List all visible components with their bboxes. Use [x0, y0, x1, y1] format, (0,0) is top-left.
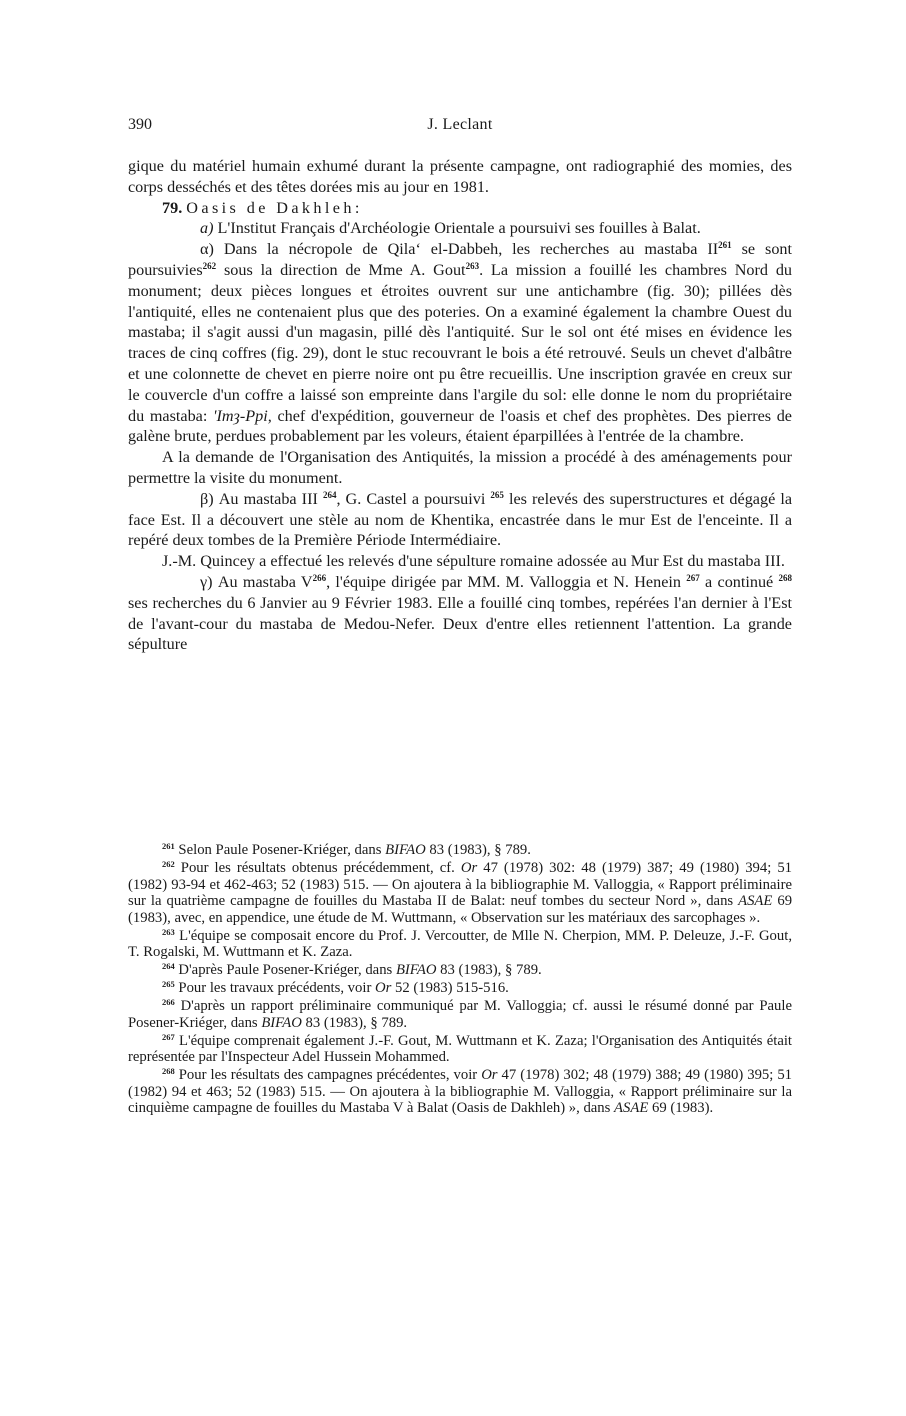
paragraph-a: [128, 218, 792, 239]
section-heading: [128, 198, 792, 219]
paragraph-gamma-text-4: ses recherches du 6 Janvier au 9 Février 1983. Elle a fouillé cinq tombes, repérées l'an dernier à l'Est de l'avant-cour du mastaba de Medou-Nefer. Deux d'entre elles retiennent l'attention. La grande sépulture: [128, 593, 792, 654]
footnote-text: L'équipe comprenait également J.-F. Gout, M. Wuttmann et K. Zaza; l'Organisation des Antiquités était représentée par l'Inspecteur Adel Hussein Mohammed.: [128, 1032, 793, 1065]
footnote-262: [128, 860, 792, 926]
footnotes: [128, 842, 792, 1118]
owner-name: 'Imȝ-Ppi,: [213, 406, 272, 425]
footnote-text: Selon Paule Posener-Kriéger, dans: [178, 842, 382, 858]
footnote-text: 69 (1983).: [651, 1100, 714, 1116]
footnote-number: 262: [162, 859, 175, 869]
footnote-number: 264: [162, 961, 175, 971]
footnote-number: 268: [162, 1066, 175, 1076]
footnote-ref-267[interactable]: 267: [686, 572, 700, 583]
paragraph-quincey: J.-M. Quincey a effectué les relevés d'une sépulture romaine adossée au Mur Est du mastaba III.: [162, 552, 785, 571]
page-number: 390: [128, 116, 152, 133]
paragraph-gamma-text-3: a continué: [705, 572, 774, 591]
journal-title: Or: [375, 980, 392, 996]
footnote-number: 266: [162, 997, 175, 1007]
footnote-266: [128, 998, 792, 1031]
paragraph-beta-text-1: Au mastaba III: [218, 489, 318, 508]
footnote-number: 261: [162, 841, 175, 851]
journal-title: BIFAO: [395, 962, 437, 978]
footnote-ref-264[interactable]: 264: [322, 489, 337, 500]
footnote-ref-266[interactable]: 266: [312, 572, 327, 583]
footnote-text: Pour les résultats obtenus précédemment, cf.: [180, 860, 455, 876]
paragraph-beta-marker: β): [200, 489, 214, 508]
footnote-ref-261[interactable]: 261: [718, 240, 732, 251]
paragraph-alpha-marker: α): [200, 240, 214, 259]
paragraph-alpha-text-1: Dans la nécropole de Qila‘ el-Dabbeh, les recherches au mastaba II: [223, 240, 719, 259]
paragraph-a-marker: a): [200, 219, 214, 238]
footnote-ref-262[interactable]: 262: [202, 260, 217, 271]
footnote-text: 47 (1978) 302; 48 (1979) 388; 49 (1980) 395; 51 (1982) 94 et 463; 52 (1983) 515. — On ajoutera à la bibliographie M. Valloggia, « Rapport préliminaire sur la cinquième campagne de fouilles du Mastaba V à Balat (Oasis de Dakhleh) », dans: [128, 1067, 793, 1116]
footnote-text: 47 (1978) 302: 48 (1979) 387; 49 (1980) 394; 51 (1982) 93-94 et 462-463; 52 (1983) 515. — On ajoutera à la bibliographie M. Valloggia, « Rapport préliminaire sur la quatrième campagne de fouilles du Mastaba II de Balat: neuf tombes du secteur Nord », dans: [128, 860, 793, 909]
footnote-number: 267: [162, 1031, 175, 1042]
footnote-text: 83 (1983), § 789.: [440, 962, 542, 978]
paragraph-gamma-marker: γ): [200, 572, 213, 591]
paragraph-alpha-text-3: sous la direction de Mme A. Gout: [223, 260, 466, 279]
paragraph-alpha-text-5: chef d'expédition, gouverneur de l'oasis et chef des prophètes. Des pierres de galène brute, perdues probablement par les voleurs, étaient éparpillées à l'entrée de la chambre.: [128, 406, 792, 446]
paragraph-beta-text-3: les relevés des superstructures et dégagé la face Est. Il a découvert une stèle au nom de Khentika, encastrée dans le mur Est de l'enceinte. Il a repéré deux tombes de la Première Période Intermédiaire.: [128, 489, 793, 550]
page-header: [128, 116, 792, 138]
footnote-268: [128, 1067, 792, 1117]
footnote-text: 83 (1983), § 789.: [305, 1014, 408, 1031]
journal-title: ASAE: [614, 1100, 649, 1116]
footnote-265: [128, 980, 792, 997]
paragraph-gamma-text-2: , l'équipe dirigée par MM. M. Valloggia et N. Henein: [326, 572, 681, 591]
journal-title: BIFAO: [261, 1014, 302, 1031]
journal-title: Or: [481, 1067, 498, 1083]
footnote-ref-268[interactable]: 268: [778, 572, 793, 583]
journal-title: ASAE: [738, 893, 773, 909]
running-head: J. Leclant: [427, 116, 493, 133]
paragraph-alpha-text-4: . La mission a fouillé les chambres Nord du monument; deux pièces longues et étroites ouvrent sur une antichambre (fig. 30); pillées dès l'antiquité, elles ne contenaient plus que des poteries. On a examiné également la chambre Ouest du mastaba; il s'agit aussi d'un magasin, pillé dès l'antiquité. Sur le sol ont été mises en évidence les traces de cinq coffres (fig. 29), dont le stuc recouvrant le bois a été retrouvé. Seuls un chevet d'albâtre et une colonnette de chevet en pierre noire ont pu être recueillis. Une inscription gravée en creux sur le couvercle d'un coffre a laissé son empreinte dans l'argile du sol: elle donne le nom du propriétaire du mastaba:: [128, 260, 793, 425]
footnote-text: D'après Paule Posener-Kriéger, dans: [178, 962, 393, 978]
paragraph-beta: [128, 489, 792, 551]
footnote-261: [128, 842, 792, 859]
footnote-text: L'équipe se composait encore du Prof. J. Vercoutter, de Mlle N. Cherpion, MM. P. Deleuze, J.-F. Gout, T. Rogalski, M. Wuttmann et K. Zaza.: [128, 927, 792, 960]
paragraph-beta-text-2: , G. Castel a poursuivi: [336, 489, 486, 508]
footnote-text: D'après un rapport préliminaire communiqué par M. Valloggia; cf. aussi le résumé donné par Paule Posener-Kriéger, dans: [128, 998, 793, 1031]
paragraph-continuation: gique du matériel humain exhumé durant la présente campagne, ont radiographié des momies, des corps desséchés et des têtes dorées mis au jour en 1981.: [128, 157, 792, 196]
footnote-text: 52 (1983) 515-516.: [395, 980, 509, 996]
footnote-text: 83 (1983), § 789.: [429, 842, 531, 858]
paragraph-demande: A la demande de l'Organisation des Antiquités, la mission a procédé à des aménagements pour permettre la visite du monument.: [128, 448, 792, 487]
body-text: [128, 156, 792, 655]
footnote-text: 69 (1983), avec, en appendice, une étude de M. Wuttmann, « Observation sur les matériaux des sarcophages ».: [128, 893, 793, 926]
footnote-number: 263: [162, 926, 175, 937]
paragraph-gamma: [128, 572, 792, 655]
footnote-ref-263[interactable]: 263: [465, 260, 480, 271]
paragraph-a-text: L'Institut Français d'Archéologie Orientale a poursuivi ses fouilles à Balat.: [217, 219, 701, 238]
footnote-ref-265[interactable]: 265: [490, 489, 504, 500]
footnote-264: [128, 962, 792, 979]
journal-title: BIFAO: [385, 842, 426, 858]
footnote-263: [128, 928, 792, 961]
paragraph-gamma-text-1: Au mastaba V: [217, 572, 313, 591]
footnote-text: Pour les résultats des campagnes précédentes, voir: [178, 1067, 478, 1083]
paragraph-alpha: [128, 239, 792, 447]
paragraph-alpha-text-2: se sont poursuivies: [128, 240, 793, 279]
section-title: Oasis de Dakhleh:: [186, 198, 363, 217]
section-number: 79.: [162, 198, 183, 217]
footnote-number: 265: [162, 979, 175, 989]
footnote-267: [128, 1033, 792, 1066]
journal-title: Or: [460, 860, 478, 876]
footnote-text: Pour les travaux précédents, voir: [178, 980, 372, 996]
